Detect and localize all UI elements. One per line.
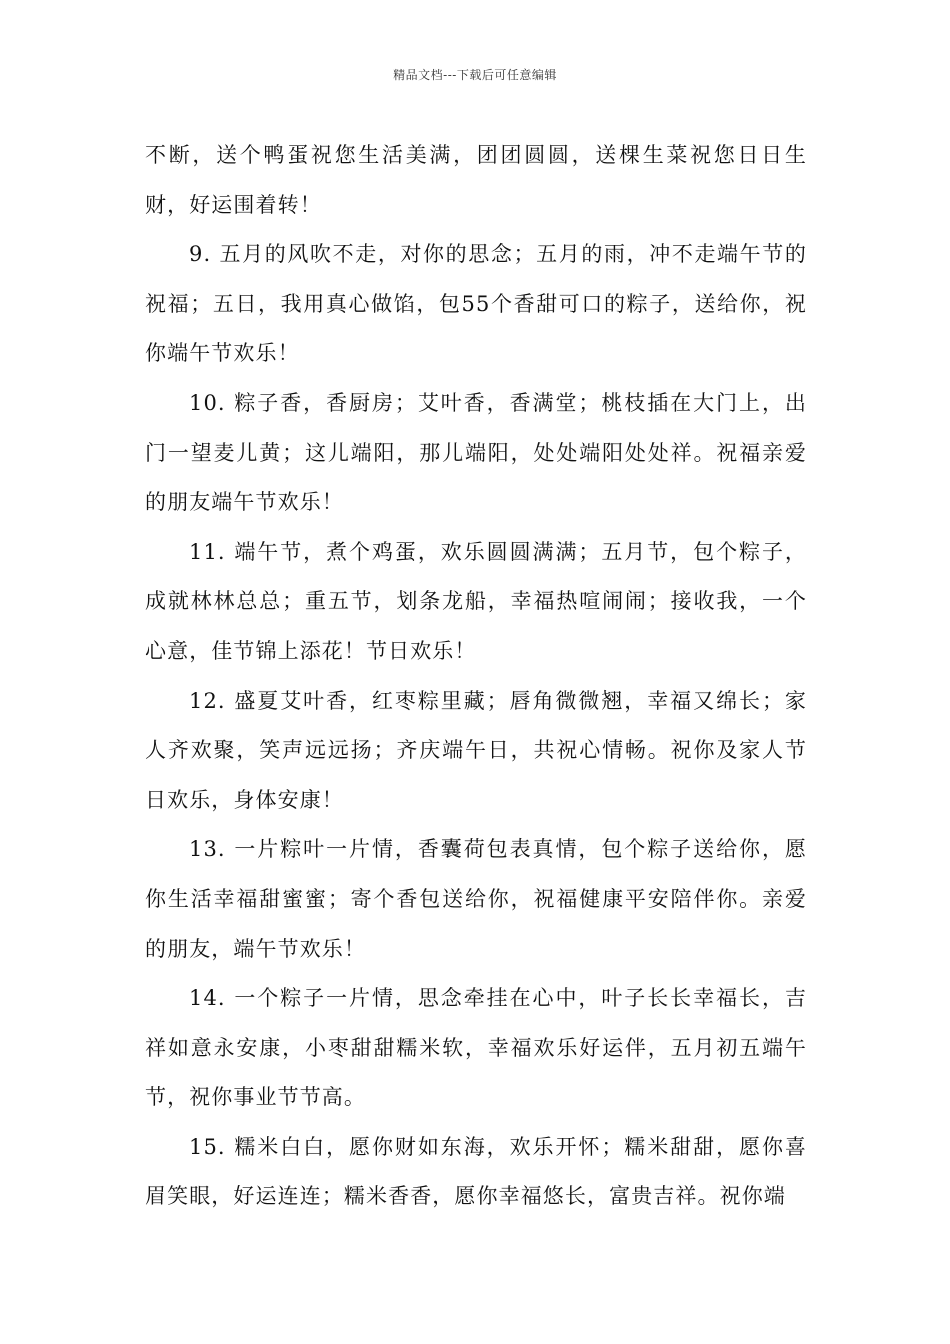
paragraph-item-13: 13. 一片粽叶一片情，香囊荷包表真情，包个粽子送给你，愿你生活幸福甜蜜蜜；寄个香包送给你，祝福健康平安陪伴你。亲爱的朋友，端午节欢乐！: [145, 837, 807, 961]
paragraph-continued: 不断，送个鸭蛋祝您生活美满，团团圆圆，送棵生菜祝您日日生财，好运围着转！: [145, 143, 807, 217]
paragraph-item-10: 10. 粽子香，香厨房；艾叶香，香满堂；桃枝插在大门上，出门一望麦儿黄；这儿端阳，那儿端阳，处处端阳处处祥。祝福亲爱的朋友端午节欢乐！: [145, 390, 807, 515]
document-body: [145, 131, 807, 1222]
paragraph-item-12: 12. 盛夏艾叶香，红枣粽里藏；唇角微微翘，幸福又绵长；家人齐欢聚，笑声远远扬；齐庆端午日，共祝心情畅。祝你及家人节日欢乐，身体安康！: [145, 688, 807, 812]
paragraph-item-15: 15. 糯米白白，愿你财如东海，欢乐开怀；糯米甜甜，愿你喜眉笑眼，好运连连；糯米香香，愿你幸福悠长，富贵吉祥。祝你端: [145, 1134, 807, 1209]
paragraph-item-14: 14. 一个粽子一片情，思念牵挂在心中，叶子长长幸福长，吉祥如意永安康，小枣甜甜糯米软，幸福欢乐好运伴，五月初五端午节，祝你事业节节高。: [145, 986, 807, 1110]
paragraph-item-11: 11. 端午节，煮个鸡蛋，欢乐圆圆满满；五月节，包个粽子，成就林林总总；重五节，划条龙船，幸福热喧闹闹；接收我，一个心意，佳节锦上添花！节日欢乐！: [145, 539, 807, 663]
page-header: 精品文档---下载后可任意编辑: [393, 68, 557, 82]
paragraph-item-9: 9. 五月的风吹不走，对你的思念；五月的雨，冲不走端午节的祝福；五日，我用真心做馅，包55个香甜可口的粽子，送给你，祝你端午节欢乐！: [145, 242, 807, 366]
